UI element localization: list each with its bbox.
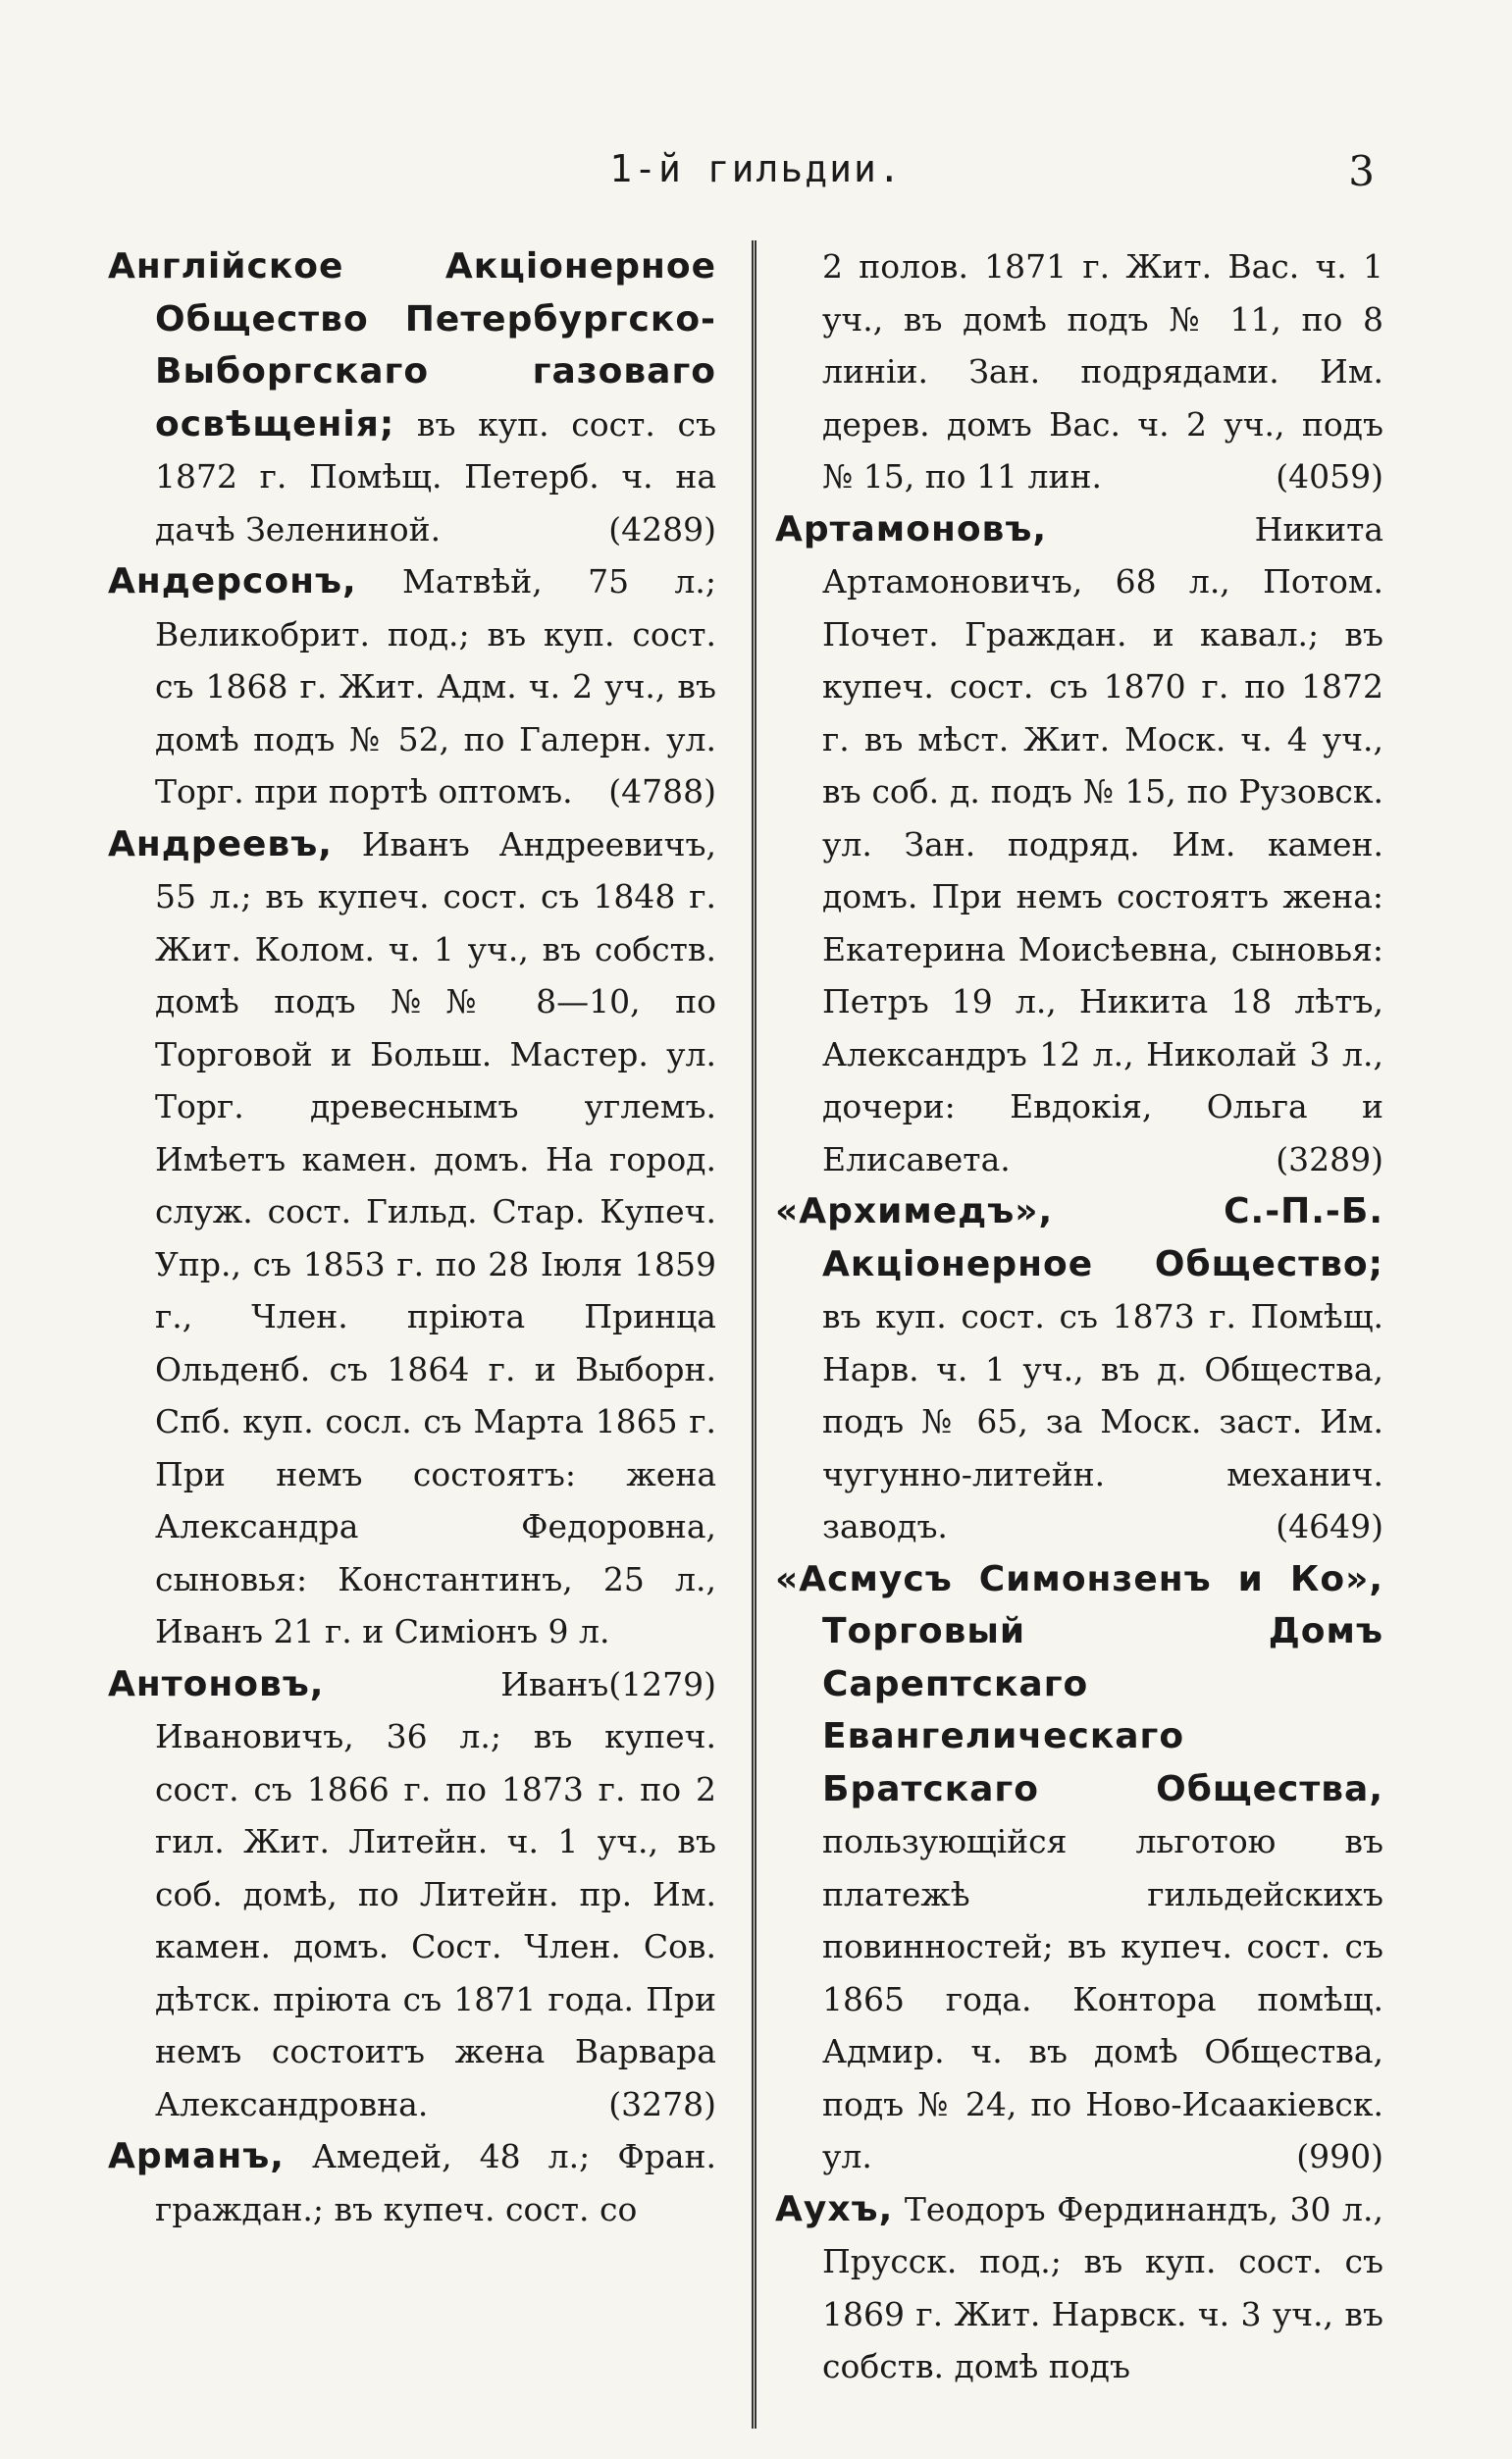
directory-entry (775, 1553, 1383, 2183)
entry-text: Никита Артамоновичъ, 68 л., Потом. Почет. Граждан. и кавал.; въ купеч. сост. съ 1870 г. по 1872 г. въ мѣст. Жит. Моск. ч. 4 уч., въ соб. д. подъ № 15, по Рузовск. ул. Зан. подряд. Им. камен. домъ. При немъ состоятъ жена: Екатерина Моисѣевна, сыновья: Петръ 19 л., Никита 18 лѣтъ, Александръ 12 л., Николай 3 л., дочери: Евдокія, Ольга и Елисавета. (822, 509, 1383, 1178)
page-header (0, 147, 1512, 206)
entry-text: пользующійся льготою въ платежѣ гильдейскихъ повинностей; въ купеч. сост. съ 1865 года. Контора помѣщ. Адмир. ч. въ домѣ Общества, подъ № 24, по Ново-Исаакіевск. ул. (822, 1822, 1383, 2175)
entry-ref: (4289) (608, 509, 716, 549)
directory-entry (108, 1658, 716, 2131)
entry-text: Иванъ Андреевичъ, 55 л.; въ купеч. сост. съ 1848 г. Жит. Колом. ч. 1 уч., въ собств. домѣ подъ №№ 8—10, по Торговой и Больш. Мастер. ул. Торг. древеснымъ углемъ. Имѣетъ камен. домъ. На город. служ. сост. Гильд. Стар. Купеч. Упр., съ 1853 г. по 28 Іюля 1859 г., Член. пріюта Принца Ольденб. съ 1864 г. и Выборн. Спб. куп. сосл. съ Марта 1865 г. При немъ состоятъ: жена Александра Федоровна, сыновья: Константинъ, 25 л., Иванъ 21 г. и Симіонъ 9 л. (155, 824, 716, 1650)
directory-entry (775, 503, 1383, 1186)
entry-ref: (1279) (608, 1664, 716, 1703)
entry-ref: (3278) (608, 2084, 716, 2123)
entry-text: Теодоръ Фердинандъ, 30 л., Прусск. под.; въ куп. сост. съ 1869 г. Жит. Нарвск. ч. 3 уч., въ собств. домѣ подъ (822, 2189, 1383, 2385)
right-column (775, 240, 1383, 2393)
entry-name: Андерсонъ, (108, 561, 357, 602)
page-number: 3 (1348, 147, 1375, 195)
entry-text: Иванъ Ивановичъ, 36 л.; въ купеч. сост. съ 1866 г. по 1873 г. по 2 гил. Жит. Литейн. ч. 1 уч., въ соб. домѣ, по Литейн. пр. Им. камен. домъ. Сост. Член. Сов. дѣтск. пріюта съ 1871 года. При немъ состоитъ жена Варвара Александровна. (155, 1664, 716, 2123)
entry-ref: (3289) (1276, 1139, 1383, 1178)
entry-name: «Асмусъ Симонзенъ и Ко», Торговый Домъ Сарептскаго Евангелическаго Братскаго Общества, (775, 1558, 1383, 1809)
directory-entry (108, 240, 716, 555)
entry-ref: (4059) (1276, 457, 1383, 496)
entry-name: Англійское Акціонерное Общество Петербургско-Выборгскаго газоваго освѣщенія; (108, 246, 716, 445)
entry-name: Артамоновъ, (775, 508, 1048, 549)
entry-name: Антоновъ, (108, 1663, 325, 1704)
entry-text: въ куп. сост. съ 1873 г. Помѣщ. Нарв. ч. 1 уч., въ д. Общества, подъ № 65, за Моск. заст. Им. чугунно-литейн. механич. заводъ. (822, 1297, 1383, 1545)
entry-text: въ куп. сост. съ 1872 г. Помѣщ. Петерб. ч. на дачѣ Зелениной. (155, 404, 716, 549)
entry-text: 2 полов. 1871 г. Жит. Вас. ч. 1 уч., въ домѣ подъ № 11, по 8 линіи. Зан. подрядами. Им. дерев. домъ Вас. ч. 2 уч., подъ № 15, по 11 лин. (822, 247, 1383, 496)
running-head: 1-й гильдии. (609, 147, 903, 190)
left-column (108, 240, 716, 2235)
entry-ref: (990) (1296, 2137, 1383, 2175)
directory-entry (108, 555, 716, 818)
directory-entry (108, 2130, 716, 2235)
entry-name: Аухъ, (775, 2188, 894, 2229)
column-divider (752, 240, 756, 2429)
directory-entry (775, 2183, 1383, 2393)
entry-name: «Архимедъ», С.-П.-Б. Акціонерное Общество; (775, 1191, 1383, 1284)
entry-name: Арманъ, (108, 2136, 285, 2176)
directory-entry (775, 1185, 1383, 1553)
directory-entry-continued (775, 240, 1383, 503)
entry-ref: (4649) (1276, 1507, 1383, 1545)
entry-name: Андреевъ, (108, 823, 333, 864)
entry-text: Амедей, 48 л.; Фран. граждан.; въ купеч. сост. со (155, 2137, 716, 2228)
entry-ref: (4788) (608, 772, 716, 811)
entry-text: Матвѣй, 75 л.; Великобрит. под.; въ куп. сост. съ 1868 г. Жит. Адм. ч. 2 уч., въ домѣ подъ № 52, по Галерн. ул. Торг. при портѣ оптомъ. (155, 562, 716, 811)
